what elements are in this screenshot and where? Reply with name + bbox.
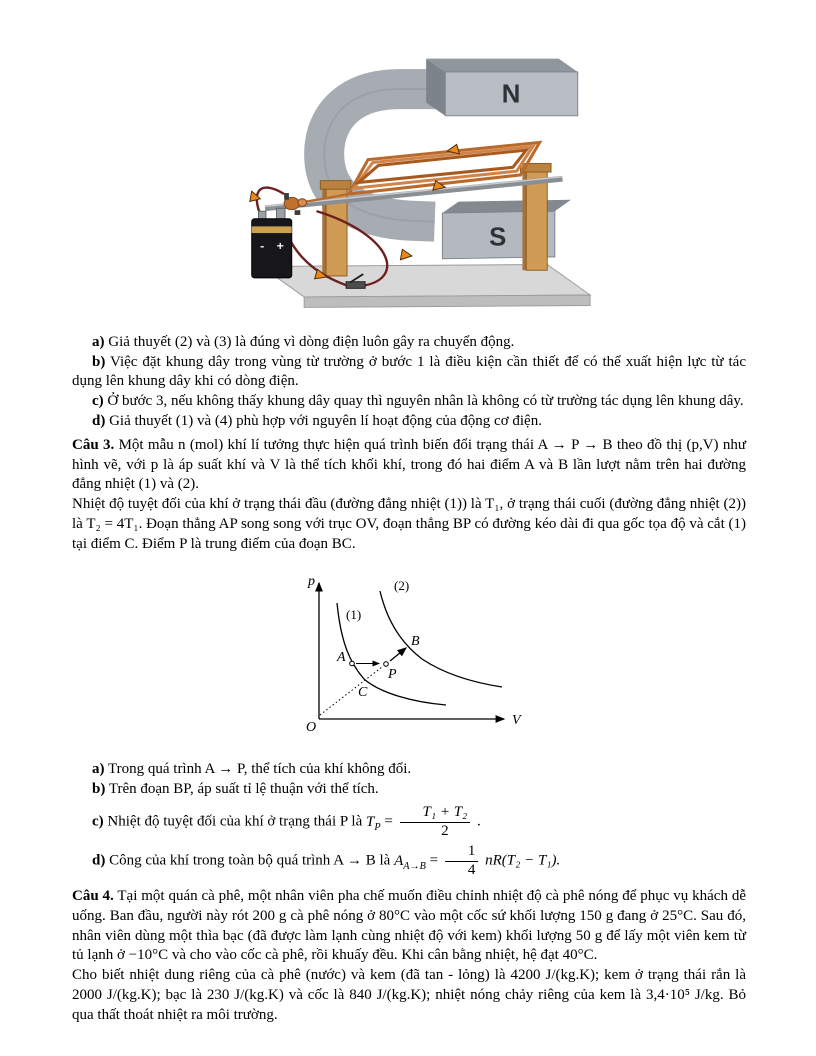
wooden-base [261, 265, 590, 308]
battery-plus-label: + [276, 239, 284, 254]
point-B-label: B [411, 633, 420, 649]
q2-option-b [72, 353, 746, 393]
q3-option-d-fraction: $\frac{1}{4}$ [445, 844, 479, 879]
q3-option-c-variable: $T_P$ [365, 813, 381, 833]
q3-option-b: b) Trên đoạn BP, áp suất tỉ lệ thuận với thể tích. [92, 781, 379, 798]
q2-option-b-label: b) [92, 353, 106, 370]
q3-section [72, 436, 746, 879]
q4-paragraph-1 [72, 887, 746, 966]
q3-option-d-variable: $A_{A\to B}$ [394, 853, 426, 873]
q3-option-c-fraction: $\frac{\text{T₁ + T₂}}{2}$ [400, 805, 471, 840]
q4-paragraph-2: Cho biết nhiệt dung riêng của cà phê (nước) và kem (đã tan - lỏng) là 4200 J/(kg.K); kem ở trạng thái rắn là 2000 J/(kg.K); bạc là 230 J/(kg.K) và cốc là 840 J/(kg.K); nhiệt nóng chảy riêng của kem là 3,4·10⁵ J/kg. Bỏ qua thất thoát nhiệt ra môi trường. [72, 967, 746, 1023]
motor-illustration [204, 30, 614, 323]
q2-option-a [72, 333, 746, 353]
curve2-label: (2) [394, 577, 410, 593]
pv-diagram [284, 561, 534, 753]
axis-v-label: V [512, 712, 521, 728]
q2-option-d-label: d) [92, 412, 106, 429]
line-O-to-P-dotted [320, 667, 382, 715]
q3-option-c: c) Nhiệt độ tuyệt đối của khí ở trạng thái P là $T_P$ = $\frac{\text{T₁ + T₂}}{2}$ . [92, 803, 481, 839]
battery [252, 208, 292, 278]
magnet-top-face [426, 59, 578, 72]
curve1-label: (1) [346, 606, 362, 622]
south-pole-label: S [489, 223, 507, 252]
point-P-label: P [388, 666, 397, 682]
point-C-label: C [358, 684, 368, 700]
q2-option-d [72, 412, 746, 432]
q2-option-d-text: Giả thuyết (1) và (4) phù hợp với nguyên lí hoạt động của động cơ điện. [109, 412, 542, 429]
q3-option-a: a) Trong quá trình A → P, thể tích của khí không đổi. [92, 761, 412, 778]
q2-option-b-text: Việc đặt khung dây trong vùng từ trường ở bước 1 là điều kiện cần thiết để có thể xuất hiện lực từ tác dụng lên khung dây khi có dòng điện. [72, 353, 746, 390]
point-A-marker [350, 661, 355, 666]
q3-option-d: d) Công của khí trong toàn bộ quá trình A → B là $A_{A\to B}$ = $\frac{1}{4}$ nR(T₂ − T₁). [92, 843, 561, 879]
q2-option-c [72, 392, 746, 412]
q2-option-c-text: Ở bước 3, nếu không thấy khung dây quay thì nguyên nhân là không có từ trường tác dụng lên khung dây. [107, 393, 744, 410]
isotherm-2 [380, 591, 502, 687]
q3-option-d-post: nR(T₂ − T₁). [481, 853, 561, 870]
q2-option-a-label: a) [92, 333, 105, 350]
q3-number: Câu 3. [72, 436, 115, 453]
origin-label: O [306, 719, 317, 735]
q2-option-a-text: Giả thuyết (2) và (3) là đúng vì dòng điện luôn gây ra chuyển động. [108, 333, 515, 350]
q3-intro-text: Một mẫu n (mol) khí lí tưởng thực hiện quá trình biến đổi trạng thái A → P → B theo đồ thị (p,V) như hình vẽ, với p là áp suất khí và V là thể tích khối khí, trong đó hai điểm A và B lần lượt nằm trên hai đường đẳng nhiệt (1) và (2). [72, 436, 746, 493]
q2-options [72, 333, 746, 432]
q4-number: Câu 4. [72, 887, 114, 904]
point-A-label: A [337, 649, 346, 665]
motor-figure-svg [204, 30, 614, 316]
q3-intro [72, 436, 746, 495]
axis-p-label: p [308, 573, 315, 589]
q4-paragraph-1-text: Tại một quán cà phê, một nhân viên pha chế muốn điều chỉnh nhiệt độ cà phê nóng để phục vụ khách dễ uống. Ban đầu, người này rót 200 g cà phê nóng ở 80°C vào một cốc sứ khối lượng 150 g đang ở 25°C. Sau đó, nhân viên dùng một thìa bạc (đã được làm lạnh cùng nhiệt độ với kem) khối lượng 50 g để lấy một viên kem từ tủ lạnh ở −10°C và cho vào cốc cà phê, rồi khuấy đều. Khi cân bằng nhiệt, hệ đạt 40°C. [72, 887, 746, 964]
q3-option-d-pre: Công của khí trong toàn bộ quá trình A → B là [109, 853, 395, 870]
q4-section [72, 887, 746, 1026]
point-P-marker [384, 661, 389, 666]
q3-option-c-pre: Nhiệt độ tuyệt đối của khí ở trạng thái P là [107, 813, 366, 830]
north-pole-label: N [501, 80, 521, 109]
battery-minus-label: - [260, 239, 265, 254]
arrow-P-to-B [390, 648, 406, 661]
pv-diagram-svg [284, 561, 534, 746]
commutator [284, 193, 306, 215]
q2-option-c-label: c) [92, 393, 104, 410]
q3-paragraph-2: Nhiệt độ tuyệt đối của khí ở trạng thái đầu (đường đẳng nhiệt (1)) là T₁, ở trạng thái cuối (đường đẳng nhiệt (2)) là T₂ = 4T₁. Đoạn thẳng AP song song với trục OV, đoạn thẳng BP có đường kéo dài đi qua gốc tọa độ và cắt (1) tại điểm C. Điểm P là trung điểm của đoạn BC. [72, 496, 746, 552]
